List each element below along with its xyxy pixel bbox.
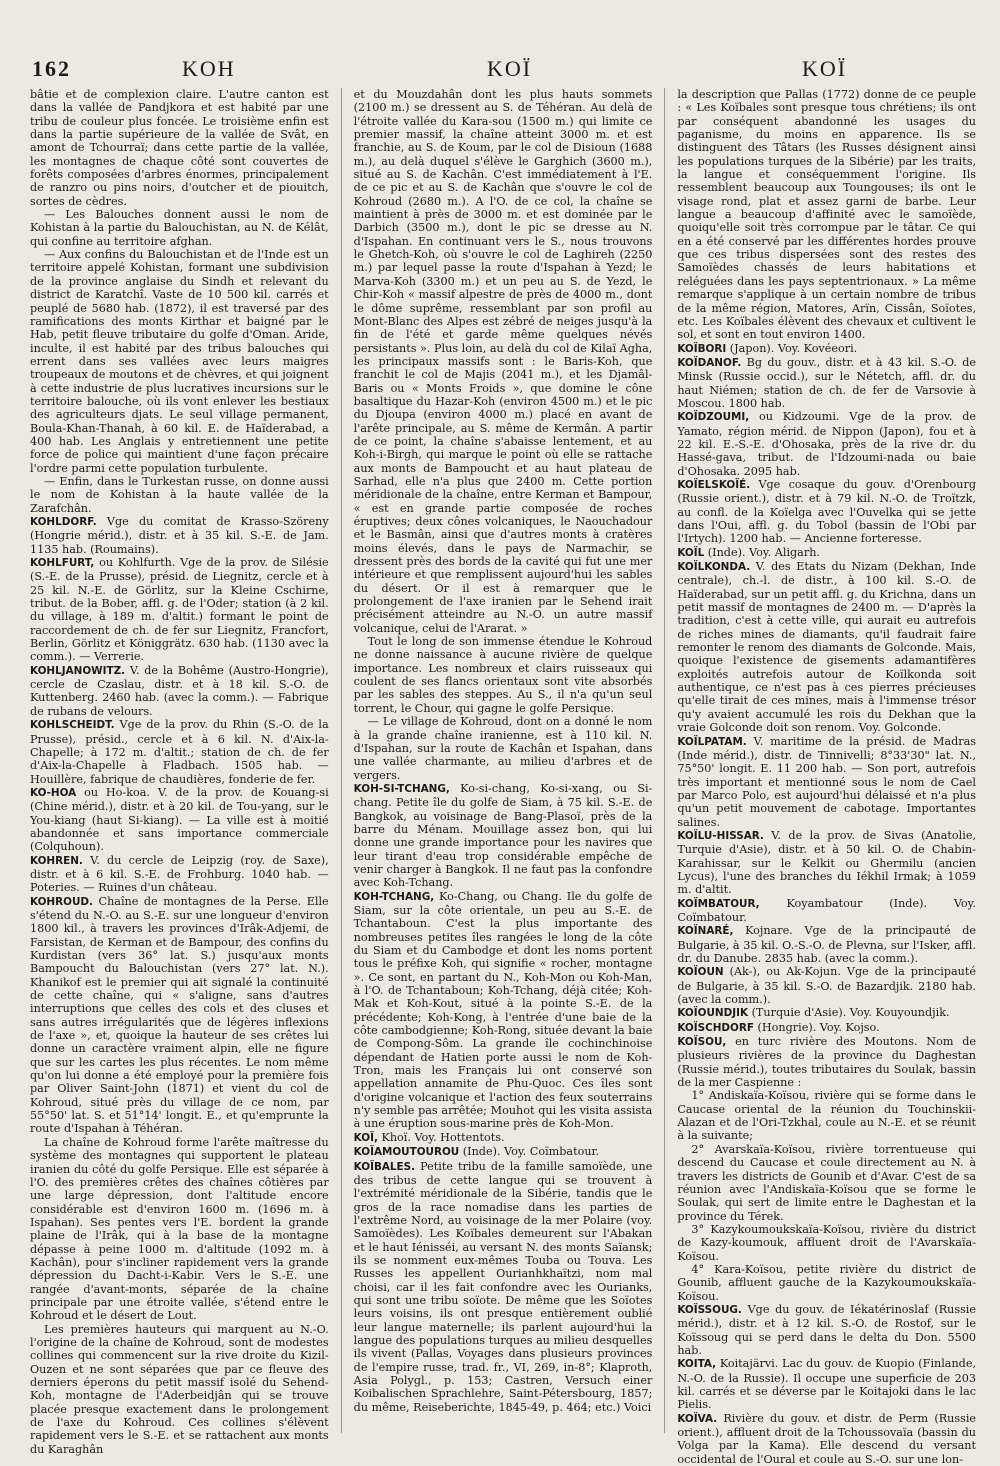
paragraph: [354, 635, 653, 715]
paragraph: [30, 248, 329, 475]
dictionary-entry: [354, 1145, 653, 1159]
dictionary-entry: [30, 786, 329, 854]
entry-text: Ko-Chang, ou Chang. Ile du golfe de Siam, sur la côte orientale, un peu au S.-E. de Tchantaboun. C'est la plus importante des nombreuses petites îles rangées le long de la côte du Siam et du Cambodge et dont les noms portent tous le préfixe Koh, qui signifie « rocher, montagne ». Ce sont, en partant du N., Koh-Mon ou Koh-Man, à l'O. de Tchantaboun; Koh-Tchang, déjà citée; Koh-Mak et Koh-Kout, situé à la pointe S.-E. de la précédente; Koh-Kong, à l'entrée d'une baie de la côte cambodgienne; Koh-Rong, située devant la baie de Compong-Sôm. La grande île cochinchinoise dépendant de Hatien porte aussi le nom de Koh-Tron, mais les Français lui ont conservé son appellation annamite de Phu-Quoc. Ces îles sont d'origine volcanique et l'action des feux souterrains n'y semble pas arrêtée; Mouhot qui les visita assista à une éruption sous-marine près de Koh-Mon.: [353, 889, 653, 1131]
entry-text: Kojnare. Vge de la principauté de Bulgarie, à 35 kil. O.-S.-O. de Plevna, sur l'Isker, affl. dr. du Danube. 2835 hab. (avec la comm.).: [677, 924, 977, 965]
entry-text: (Japon). Voy. Kovéeori.: [726, 341, 858, 355]
dictionary-entry: [354, 890, 653, 1131]
paragraph: [30, 208, 329, 248]
entry-text: Rivière du gouv. et distr. de Perm (Russie orient.), affluent droit de la Tchoussovaïa (bassin du Volga par la Kama). Elle descend du versant occidental de l'Oural et coule au S.-O. sur une lon-: [677, 1411, 977, 1466]
paragraph: [677, 1143, 976, 1223]
running-head-left: KOH: [182, 56, 236, 81]
entry-text: La chaîne de Kohroud forme l'arête maîtresse du système des montagnes qui supportent le plateau iranien du côté du golfe Persique. Elle est séparée à l'O. des premières crêtes des chaînes côtières par une large dépression, dont l'altitude encore considérable est d'environ 1600 m. (1696 m. à Ispahan). Ses pentes vers l'E. bordent la grande plaine de l'Irâk, qui à la base de la montagne dépasse à peine 1000 m. d'altitude (1092 m. à Kachân), pour s'incliner rapidement vers la grande dépression du Dacht-i-Kabir. Vers le S.-E. une rangée d'avant-monts, séparée de la chaîne principale par une étroite vallée, s'étend entre le Kohroud et le désert de Lout.: [30, 1135, 329, 1323]
page-header: [32, 56, 970, 86]
entry-headword: KOÏOUNDJIK: [677, 1007, 749, 1020]
dictionary-entry: [677, 1357, 976, 1411]
paragraph: [354, 88, 653, 635]
dictionary-entry: [677, 546, 976, 560]
entry-text: ou Ho-koa. V. de la prov. de Kouang-si (Chine mérid.), distr. et à 20 kil. de Tou-yang, sur le You-kiang (haut Si-kiang). — La ville est à moitié abandonnée et sans importance commerciale (Colquhoun).: [30, 785, 329, 854]
entry-text: Petite tribu de la famille samoïède, une des tribus de cette langue qui se trouvent à l'extrémité méridionale de la Sibérie, tandis que le gros de la race nomadise dans les parties de l'extrême Nord, au voisinage de la mer Polaire (voy. Samoïèdes). Les Koïbales demeurent sur l'Abakan et le haut Iénisséi, au versant N. des monts Saïansk; ils se nomment eux-mêmes Touba ou Touva. Les Russes les appellent Ourianhkhaïtzi, nom mal choisi, car il les fait confondre avec les Ourianks, qui sont une tribu soïote. De même que les Soïotes leurs voisins, ils ont presque entièrement oublié leur langue maternelle; ils parlent aujourd'hui la langue des populations turques au milieu desquelles ils vivent (Pallas, Voyages dans plusieurs provinces de l'empire russe, trad. fr., VI, 269, in-8°; Klaproth, Asia Polygl., p. 153; Castren, Versuch einer Koibalischen Sprachlehre, Saint-Pétersbourg, 1857; du même, Reiseberichte, 1845-49, p. 464; etc.) Voici: [353, 1159, 653, 1414]
entry-text: (Hongrie). Voy. Kojso.: [754, 1020, 880, 1034]
paragraph: [677, 1223, 976, 1263]
entry-headword: KOÏ,: [353, 1131, 378, 1144]
dictionary-entry: [30, 515, 329, 556]
entry-headword: KOÏSCHDORF: [677, 1021, 754, 1034]
entry-headword: KOÏLPATAM.: [677, 735, 747, 748]
dictionary-entry: [354, 1160, 653, 1415]
dictionary-entry: [677, 560, 976, 734]
entry-headword: KOÏSSOUG.: [677, 1303, 742, 1316]
entry-headword: KOH-SI-TCHANG,: [353, 782, 450, 795]
entry-text: Ko-si-chang, Ko-si-xang, ou Si-chang. Petite île du golfe de Siam, à 75 kil. S.-E. de Bangkok, au voisinage de Bang-Plasoï, près de la barre du Ménam. Mouillage assez bon, qui lui donne une grande importance pour les navires que leur tirant d'eau trop considérable empêche de venir charger à Bangkok. Il ne faut pas la confondre avec Koh-Tchang.: [353, 781, 653, 890]
dictionary-entry: [30, 718, 329, 786]
text-columns: [30, 88, 977, 1466]
dictionary-entry: [30, 854, 329, 895]
entry-text: 1° Andiskaïa-Koïsou, rivière qui se forme dans le Caucase oriental de la réunion du Touchinskii-Alazan et de l'Ori-Tzkhal, coule au N.-E. et se réunit à la suivante;: [677, 1089, 977, 1143]
entry-text: V. du cercle de Leipzig (roy. de Saxe), distr. et à 6 kil. S.-E. de Frohburg. 1040 hab. — Poteries. — Ruines d'un château.: [30, 853, 329, 895]
entry-headword: KOÏLKONDA.: [677, 561, 751, 574]
entry-headword: KOÏSOU,: [677, 1036, 727, 1049]
entry-text: Chaîne de montagnes de la Perse. Elle s'étend du N.-O. au S.-E. sur une longueur d'environ 1800 kil., à travers les provinces d'Irâk-Adjemi, de Farsistan, de Kerman et de Bampour, des confins du Kurdistan (vers 36° lat. S.) jusqu'aux monts Bampoucht du Balouchistan (vers 27° lat. N.). Khanikof est le premier qui ait signalé la continuité de cette chaîne, qui « s'aligne, sans d'autres interruptions que celles des cols et des cluses et sans autres irrégularités que de légères inflexions de l'axe », et, quoique la hauteur de ses crêtes lui donne un caractère vraiment alpin, elle ne figure que sur les cartes les plus récentes. Le nom même qu'on lui donne a été employé pour la première fois par Oliver Saint-John (1871) et vient du col de Kohroud, situé près du village de ce nom, par 55°50' lat. S. et 51°14' longit. E., et qu'emprunte la route d'Ispahan à Téhéran.: [30, 894, 329, 1136]
entry-text: ou Kohlfurth. Vge de la prov. de Silésie (S.-E. de la Prusse), présid. de Liegnitz, cercle et à 25 kil. N.-E. de Görlitz, sur la Kleine Cschirne, tribut. de la Bober, affl. g. de l'Oder; station (à 2 kil. du village, à 189 m. d'altit.) formant le point de raccordement de ch. de fer sur Liegnitz, Francfort, Berlin, Görlitz et Königgrätz. 630 hab. (1130 avec la comm.). — Verrerie.: [30, 556, 329, 664]
entry-text: (Inde). Voy. Coïmbatour.: [459, 1145, 600, 1159]
entry-text: Bg du gouv., distr. et à 43 kil. S.-O. de Minsk (Russie occid.), sur le Nétetch, affl. dr. du haut Niémen; station de ch. de fer de Varsovie à Moscou. 1800 hab.: [677, 355, 977, 410]
entry-headword: KOÏVA.: [677, 1412, 718, 1425]
entry-text: V. de la prov. de Sivas (Anatolie, Turquie d'Asie), distr. et à 50 kil. O. de Chabin-Karahissar, sur le Kelkit ou Ghermilu (ancien Lycus), l'une des branches du Iékhil Irmak; à 1059 m. d'altit.: [677, 828, 977, 897]
dictionary-entry: [677, 1021, 976, 1035]
entry-text: Koitajärvi. Lac du gouv. de Kuopio (Finlande, N.-O. de la Russie). Il occupe une superficie de 203 kil. carrés et se déverse par le Koitajoki dans le lac Pielis.: [677, 1357, 977, 1412]
entry-text: Koyambatour (Inde). Voy. Coïmbatour.: [677, 896, 977, 924]
entry-headword: KOÏAMOUTOUROU: [353, 1146, 460, 1159]
dictionary-entry: [677, 356, 976, 410]
dictionary-entry: [677, 1035, 976, 1089]
entry-text: Vge cosaque du gouv. d'Orenbourg (Russie orient.), distr. et à 79 kil. N.-O. de Troïtzk, au confl. de la Koïelga avec l'Ouvelka qui se jette dans l'Oui, affl. g. du Tobol (bassin de l'Obi par l'Irtych). 1200 hab. — Ancienne forteresse.: [677, 477, 977, 546]
column-rule: [341, 88, 342, 1433]
entry-text: V. de la Bohême (Austro-Hongrie), cercle de Czaslau, distr. et à 18 kil. S.-O. de Kuttenberg. 2460 hab. (avec la comm.). — Fabrique de rubans de velours.: [30, 663, 329, 718]
entry-text: (Ak-), ou Ak-Kojun. Vge de la principauté de Bulgarie, à 35 kil. S.-O. de Bazardjik. 2180 hab. (avec la comm.).: [677, 965, 977, 1007]
entry-headword: KOHROUD.: [30, 895, 93, 908]
column-middle: [354, 88, 653, 1433]
entry-headword: KOÏNARÉ,: [677, 925, 734, 938]
paragraph: [677, 1089, 976, 1142]
entry-headword: KOÏBALES.: [353, 1160, 416, 1173]
entry-headword: KOÏBORI: [677, 342, 727, 355]
entry-text: 2° Avarskaïa-Koïsou, rivière torrentueuse qui descend du Caucase et coule directement au N. à travers les districts de Gounib et d'Avar. C'est de sa réunion avec l'Andiskaïa-Koïsou que se forme le Soulak, qui sert de limite entre le Daghestan et la province du Térek.: [677, 1142, 977, 1223]
page-number: 162: [32, 56, 71, 81]
entry-headword: KOÏDANOF.: [677, 356, 742, 369]
column-rule: [664, 88, 665, 1433]
entry-text: V. des Etats du Nizam (Dekhan, Inde centrale), ch.-l. de distr., à 100 kil. S.-O. de Haïderabad, sur un petit affl. g. du Krichna, dans un petit massif de montagnes de 2400 m. — D'après la tradition, c'est à cette ville, qui aurait eu autrefois de riches mines de diamants, qu'il faudrait faire remonter le renom des diamants de Golconde. Mais, quoique l'existence de gisements adamantifères exploités autrefois autour de Koïlkonda soit authentique, ce n'est pas à ces pierres précieuses qu'elle tirait de ces mines, mais à l'immense trésor qu'y avaient accumulé les rois du Dekhan que la vraie Golconde doit son renom. Voy. Golconde.: [677, 560, 977, 735]
entry-text: Les premières hauteurs qui marquent au N.-O. l'origine de la chaîne de Kohroud, sont de modestes collines qui commencent sur la rive droite du Kizil-Ouzen et ne sont séparées que par ce fleuve des derniers éperons du petit massif isolé du Sehend-Koh, montagne de l'Aderbeidjân qui se trouve placée presque exactement dans le prolongement de l'axe du Kohroud. Ces collines s'élèvent rapidement vers le S.-E. et se rattachent aux monts du Karaghân: [30, 1322, 329, 1456]
paragraph: [677, 1263, 976, 1303]
dictionary-entry: [354, 1131, 653, 1145]
entry-text: 4° Kara-Koïsou, petite rivière du district de Gounib, affluent gauche de la Kazykoumoukskaïa-Koïsou.: [677, 1262, 977, 1303]
entry-text: Khoï. Voy. Hottentots.: [377, 1130, 505, 1144]
dictionary-entry: [677, 735, 976, 829]
entry-text: et du Mouzdahân dont les plus hauts sommets (2100 m.) se dressent au S. de Téhéran. Au delà de l'étroite vallée du Kara-sou (1500 m.) qui limite ce premier massif, la chaîne atteint 3000 m. et est franchie, au S. de Koum, par le col de Disioun (1688 m.), au delà duquel s'élève le Garghich (3600 m.), situé au S. de Kachân. C'est immédiatement à l'E. de ce pic et au S. de Kachân que s'ouvre le col de Kohroud (2680 m.). A l'O. de ce col, la chaîne se maintient à près de 3000 m. et est dominée par le Darbich (3500 m.), dont le pic se dresse au N. d'Ispahan. En continuant vers le S., nous trouvons le Ghetch-Koh, où s'ouvre le col de Laghireh (2250 m.) par lequel passe la route d'Ispahan à Yezd; le Marva-Koh (3300 m.) et un peu au S. de Yezd, le Chir-Koh « massif alpestre de près de 4000 m., dont le dôme suprême, ressemblant par son profil au Mont-Blanc des Alpes est zébré de neiges jusqu'à la fin de l'été et garde même quelques névés persistants ». Plus loin, au delà du col de Kilaï Agha, les principaux massifs sont : le Baris-Koh, que franchit le col de Majis (2041 m.), et les Djamâl-Baris ou « Monts Froids », que domine le cône basaltique du Hazar-Koh (environ 4500 m.) et le pic du Djoupa (environ 4000 m.) placé en avant de l'arête principale, au S. même de Kermân. A partir de ce point, la chaîne s'abaisse lentement, et au Koh-i-Birgh, qui marque le point où elle se rattache aux monts de Bampoucht et au haut plateau de Sarhad, elle n'a plus que 2400 m. Cette portion méridionale de la chaîne, entre Kerman et Bampour, « est en grande partie composée de roches éruptives; deux cônes volcaniques, le Naouchadour et le Basmân, ainsi que d'autres monts à cratères moins élevés, dans le pays de Narmachir, se dressent près des bords de la cavité qui fut une mer intérieure et que remplissent aujourd'hui les sables du désert. Or il est à remarquer que le prolongement de l'axe iranien par le Sehend irait précisément atteindre au N.-O. un autre massif volcanique, celui de l'Ararat. »: [353, 88, 653, 635]
entry-headword: KOÏOUN: [677, 966, 724, 979]
entry-headword: KOÏLU-HISSAR.: [677, 829, 764, 842]
dictionary-entry: [30, 895, 329, 1136]
entry-text: Tout le long de son immense étendue le Kohroud ne donne naissance à aucune rivière de quelque importance. Les nombreux et clairs ruisseaux qui coulent de ses flancs orientaux sont vite absorbés par les sables des steppes. Au S., il n'a qu'un seul torrent, le Chour, qui gagne le golfe Persique.: [353, 635, 653, 715]
entry-headword: KOÏMBATOUR,: [677, 897, 760, 910]
dictionary-entry: [354, 782, 653, 890]
entry-text: la description que Pallas (1772) donne de ce peuple : « Les Koïbales sont presque tous chrétiens; ils ont par conséquent abandonné les usages du paganisme, du moins en apparence. Ils se distinguent des Tâtars (les Russes désignent ainsi les populations turques de la Sibérie) par les traits, la langue et conséquemment l'origine. Ils ressemblent beaucoup aux Toungouses; ils ont le visage rond, plat et assez garni de barbe. Leur langue a beaucoup d'affinité avec le samoïède, quoiqu'elle soit très corrompue par le tâtar. Ce qui en a été conservé par les différentes hordes prouve que ces tribus dispersées sont des restes des Samoïèdes chassés de leurs habitations et reléguées dans les pays septentrionaux. » La même remarque s'applique à un certain nombre de tribus de la même région, Matores, Arïn, Cissân, Soïotes, etc. Les Koïbales élèvent des chevaux et cultivent le sol, et sont en tout environ 1400.: [677, 88, 977, 342]
dictionary-entry: [677, 1006, 976, 1020]
paragraph: [30, 88, 329, 208]
entry-headword: KOHLDORF.: [30, 516, 97, 528]
paragraph: [354, 715, 653, 782]
paragraph: [30, 1323, 329, 1456]
paragraph: [677, 88, 976, 342]
entry-text: Vge de la prov. du Rhin (S.-O. de la Prusse), présid., cercle et à 6 kil. N. d'Aix-la-Chapelle; à 172 m. d'altit.; station de ch. de fer d'Aix-la-Chapelle à Fladbach. 1505 hab. — Houillère, fabrique de chaudières, fonderie de fer.: [30, 718, 329, 786]
entry-text: — Le village de Kohroud, dont on a donné le nom à la grande chaîne iranienne, est à 110 kil. N. d'Ispahan, sur la route de Kachân et Ispahan, dans une vallée charmante, au milieu d'arbres et de vergers.: [353, 715, 653, 782]
entry-headword: KOHLFURT,: [30, 557, 95, 570]
dictionary-entry: [677, 924, 976, 965]
entry-text: (Inde). Voy. Aligarh.: [704, 545, 820, 559]
entry-text: Vge du gouv. de Iékatérinoslaf (Russie mérid.), distr. et à 12 kil. S.-O. de Rostof, sur le Koïssoug qui se perd dans le delta du Don. 5500 hab.: [677, 1302, 977, 1357]
entry-headword: KOHLSCHEIDT.: [30, 719, 115, 732]
dictionary-entry: [677, 478, 976, 546]
entry-headword: KOHLJANOWITZ.: [30, 664, 126, 677]
entry-headword: KOÏELSKOÏÉ.: [677, 478, 751, 491]
dictionary-entry: [677, 1303, 976, 1357]
entry-text: — Enfin, dans le Turkestan russe, on donne aussi le nom de Kohistan à la haute vallée de la Zarafchân.: [30, 474, 329, 515]
entry-headword: KOHREN.: [30, 854, 83, 867]
entry-headword: KO-HOA: [30, 786, 77, 799]
dictionary-entry: [677, 965, 976, 1006]
dictionary-entry: [677, 829, 976, 897]
dictionary-entry: [677, 897, 976, 925]
column-left: [30, 88, 329, 1456]
entry-headword: KOÏL: [677, 546, 705, 559]
column-right: [677, 88, 977, 1466]
entry-text: en turc rivière des Moutons. Nom de plusieurs rivières de la province du Daghestan (Russie mérid.), toutes tributaires du Soulak, bassin de la mer Caspienne :: [677, 1035, 977, 1090]
entry-text: Vge du comitat de Krasso-Szöreny (Hongrie mérid.), distr. et à 35 kil. S.-E. de Jam. 1135 hab. (Roumains).: [30, 515, 329, 556]
entry-text: 3° Kazykoumoukskaïa-Koïsou, rivière du district de Kazy-koumouk, affluent droit de l'Avarskaïa-Koïsou.: [677, 1222, 977, 1263]
entry-text: V. maritime de la présid. de Madras (Inde mérid.), distr. de Tinnivelli; 8°33'30" lat. N., 75°50' longit. E. 11 200 hab. — Son port, autrefois très important et mentionné sous le nom de Cael par Marco Polo, est aujourd'hui délaissé et n'a plus qu'un petit mouvement de cabotage. Importantes salines.: [677, 734, 977, 829]
entry-headword: KOÏDZOUMI,: [677, 411, 750, 424]
entry-text: (Turquie d'Asie). Voy. Kouyoundjik.: [748, 1006, 950, 1020]
entry-text: — Les Balouches donnent aussi le nom de Kohistan à la partie du Balouchistan, au N. de Kélât, qui confine au territoire afghan.: [30, 208, 329, 248]
dictionary-entry: [677, 410, 976, 478]
paragraph: [30, 1136, 329, 1323]
dictionary-entry: [677, 342, 976, 356]
entry-text: ou Kidzoumi. Vge de la prov. de Yamato, région mérid. de Nippon (Japon), fou et à 22 kil. E.-S.-E. d'Ohosaka, près de la rive dr. du Hassé-gava, tribut. de l'Idzoumi-nada ou baie d'Ohosaka. 2095 hab.: [677, 410, 977, 478]
entry-headword: KOITA,: [677, 1358, 717, 1371]
entry-headword: KOH-TCHANG,: [353, 890, 435, 903]
running-head-center: KOÏ: [487, 56, 533, 81]
dictionary-entry: [677, 1412, 976, 1466]
dictionary-entry: [30, 556, 329, 664]
running-head-right: KOÏ: [802, 56, 848, 81]
entry-text: — Aux confins du Balouchistan et de l'Inde est un territoire appelé Kohistan, formant une subdivision de la province anglaise du Sindh et relevant du district de Karatchî. Vaste de 10 500 kil. carrés et peuplé de 5680 hab. (1872), il est traversé par des ramifications des monts Kirthar et baigné par le Hab, petit fleuve tributaire du golfe d'Oman. Aride, inculte, il est habité par des tribus balouches qui errent dans ses vallées avec leurs maigres troupeaux de moutons et de chèvres, et qui joignent à cette industrie de plus lucratives incursions sur le territoire balouche, où ils vont enlever les bestiaux des agriculteurs djats. Le seul village permanent, Boula-Khan-Thanah, à 60 kil. E. de Haïderabad, a 400 hab. Les Anglais y entretiennent une petite force de police qui maintient d'une façon précaire l'ordre parmi cette population turbulente.: [30, 248, 329, 475]
paragraph: [30, 475, 329, 515]
entry-text: bâtie et de complexion claire. L'autre canton est dans la vallée de Pandjkora et est habité par une tribu de couleur plus foncée. Le troisième enfin est dans la partie supérieure de la vallée de Svât, en amont de Tchourraï; dans cette partie de la vallée, les montagnes de chaque côté sont couvertes de forêts composées d'arbres énormes, principalement de ranzro ou pins noirs, d'outcher et de piouitch, sortes de cèdres.: [30, 88, 329, 208]
dictionary-entry: [30, 664, 329, 718]
